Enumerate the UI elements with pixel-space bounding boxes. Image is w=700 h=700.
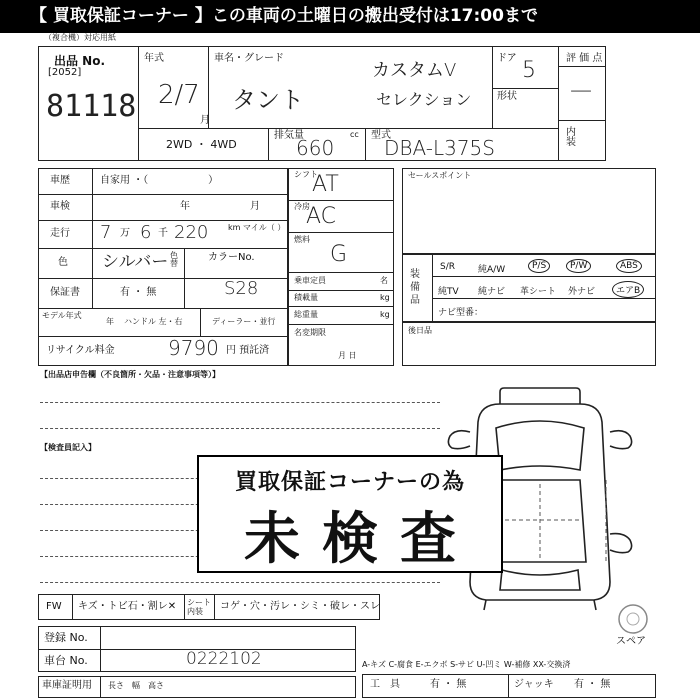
doors-label: ドア <box>497 53 517 64</box>
model-year-label: モデル年式 <box>42 311 82 320</box>
jack-label: ジャッキ <box>514 679 554 690</box>
color-code-label: カラーNo. <box>208 252 255 263</box>
equip-airbag: エアB <box>612 281 644 298</box>
lot-number: 81118 <box>46 89 137 124</box>
inspection-label: 車検 <box>50 201 70 212</box>
cert-label: 車庫証明用 <box>42 680 92 691</box>
equip-navi: 純ナビ <box>478 287 506 297</box>
mileage-sen-unit: 千 <box>158 228 168 239</box>
recycle-value: 9790 <box>168 336 219 360</box>
transfer-label: 名変期限 <box>294 328 326 337</box>
chassis-value: 0222102 <box>186 649 262 669</box>
tools-frame <box>362 674 656 698</box>
equip-sr: S/R <box>440 262 455 272</box>
mileage-unit: km マイル（ ） <box>228 223 286 232</box>
jack-value: 有 ・ 無 <box>574 679 611 690</box>
mileage-sen: 6 <box>140 222 152 243</box>
ac-label: 冷房 <box>294 202 310 211</box>
recycle-label: リサイクル料金 <box>46 345 115 356</box>
transfer-unit: 月 日 <box>338 351 357 360</box>
stamp-line2: 未検査 <box>244 507 478 572</box>
name-label: 車名・グレード <box>214 53 284 64</box>
inspection-year: 年 <box>180 201 190 212</box>
seller-notes: 【出品店申告欄（不良箇所・欠品・注意事項等）】 <box>40 370 220 379</box>
warranty-value: 有 ・ 無 <box>120 287 157 298</box>
tools-value: 有 ・ 無 <box>430 679 467 690</box>
rating-value: — <box>570 78 592 103</box>
color-code: S28 <box>224 278 259 299</box>
warranty-label: 保証書 <box>50 287 80 298</box>
equip-ext-navi: 外ナビ <box>568 287 596 297</box>
color-label: 色 <box>58 257 68 268</box>
uninspected-stamp <box>197 455 503 573</box>
equipment-label: 装備品 <box>410 269 420 306</box>
grade-line2: セレクション <box>376 90 472 109</box>
history-label: 車歴 <box>50 175 70 186</box>
mileage-man: 7 <box>100 222 112 243</box>
color-change: 色替 <box>170 251 178 268</box>
capacity-label: 乗車定員 <box>294 276 326 285</box>
mileage-label: 走行 <box>50 228 70 239</box>
car-name: タント <box>232 86 304 114</box>
cert-items: 長さ 幅 高さ <box>108 681 164 690</box>
load-unit: kg <box>380 293 390 302</box>
fuel-value: G <box>330 242 348 267</box>
later-label: 後日品 <box>408 326 432 335</box>
model-year-year: 年 <box>106 317 114 326</box>
later-frame <box>402 322 656 366</box>
shape-label: 形状 <box>497 91 517 102</box>
lot-label: 出品 No. <box>54 54 106 68</box>
inspection-month: 月 <box>250 201 260 212</box>
equip-tv: 純TV <box>438 287 459 297</box>
fuel-label: 燃料 <box>294 235 310 244</box>
drive-type: 2WD ・ 4WD <box>166 138 237 151</box>
spare-tire-icon <box>616 602 650 636</box>
stamp-line1: 買取保証コーナーの為 <box>234 470 465 495</box>
mileage-rest: 220 <box>174 222 209 243</box>
tools-label: 工 具 <box>370 679 400 690</box>
fw-label: FW <box>46 601 62 612</box>
equip-pw: P/W <box>566 259 591 273</box>
equip-leather: 革シート <box>520 287 557 297</box>
damage-legend: A-キズ C-腐食 E-エクボ S-サビ U-凹ミ W-補修 XX-交換済 <box>362 660 571 669</box>
equip-ps: P/S <box>528 259 550 273</box>
year-unit: 月 <box>200 115 210 126</box>
spare-label: スペア <box>616 636 646 647</box>
weight-label: 総重量 <box>294 310 318 319</box>
color-value: シルバー <box>102 252 169 272</box>
fw-items: キズ・トビ石・割レ✕ <box>78 601 177 612</box>
history-value: 自家用 ・（ ） <box>100 175 219 186</box>
handle: ハンドル 左・右 <box>124 317 183 326</box>
seat-label: シート内装 <box>187 598 211 616</box>
sales-point-frame <box>402 168 656 254</box>
weight-unit: kg <box>380 310 390 319</box>
year-label: 年式 <box>144 53 164 64</box>
inspector-label: 【検査員記入】 <box>40 443 96 452</box>
ac-value: AC <box>306 204 337 229</box>
model-label: 型式 <box>371 130 391 141</box>
displacement-value: 660 <box>296 136 335 160</box>
interior-label: 内装 <box>566 127 576 148</box>
displacement-label: 排気量 <box>274 130 304 141</box>
grade-line1: カスタムV <box>372 60 457 81</box>
equip-alloy: 純A/W <box>478 265 506 275</box>
navi-model: ナビ型番： <box>438 308 484 318</box>
shift-label: シフト <box>294 170 318 179</box>
rating-label: 評 価 点 <box>566 53 603 64</box>
registration-label: 登録 No. <box>44 631 88 644</box>
equip-abs: ABS <box>616 259 642 273</box>
capacity-unit: 名 <box>380 276 388 285</box>
displacement-unit: cc <box>350 130 359 139</box>
form-note: （複合機）対応用紙 <box>44 33 116 42</box>
doors-value: 5 <box>522 58 536 83</box>
sales-point-label: セールスポイント <box>408 171 472 180</box>
lot-stamp: [2052] <box>48 67 82 78</box>
load-label: 積載量 <box>294 293 318 302</box>
model-value: DBA-L375S <box>384 136 495 160</box>
dealer: ディーラー・並行 <box>212 317 276 326</box>
seat-items: コゲ・穴・汚レ・シミ・破レ・スレ <box>220 601 380 612</box>
mileage-man-unit: 万 <box>120 228 130 239</box>
year-value: 2/7 <box>158 80 200 110</box>
banner: 【 買取保証コーナー 】この車両の土曜日の搬出受付は17:00まで <box>0 0 700 33</box>
chassis-label: 車台 No. <box>44 654 88 667</box>
shift-value: AT <box>312 172 339 197</box>
recycle-unit: 円 預託済 <box>226 345 270 356</box>
